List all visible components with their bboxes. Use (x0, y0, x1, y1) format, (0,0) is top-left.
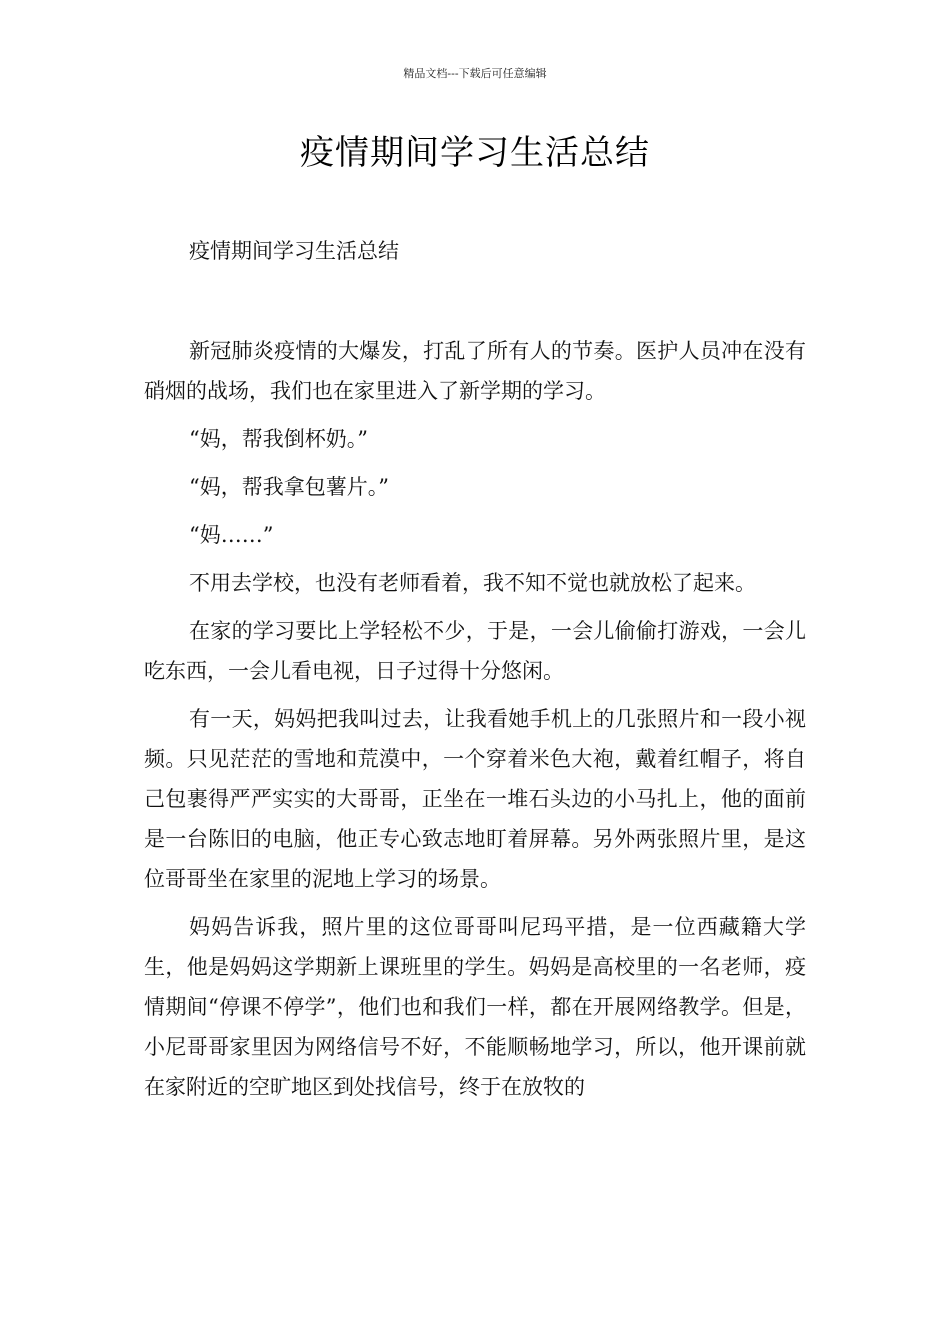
document-title: 疫情期间学习生活总结 (300, 133, 650, 173)
paragraph: 妈妈告诉我，照片里的这位哥哥叫尼玛平措，是一位西藏籍大学生，他是妈妈这学期新上课班里的学生。妈妈是高校里的一名老师，疫情期间“停课不停学”，他们也和我们一样，都在开展网络教学。但是，小尼哥哥家里因为网络信号不好，不能顺畅地学习，所以，他开课前就在家附近的空旷地区到处找信号，终于在放牧的 (144, 915, 806, 1099)
document-subtitle: 疫情期间学习生活总结 (189, 239, 399, 263)
paragraph: “妈……” (189, 523, 274, 547)
paragraph: 有一天，妈妈把我叫过去，让我看她手机上的几张照片和一段小视频。只见茫茫的雪地和荒漠中，一个穿着米色大袍，戴着红帽子，将自己包裹得严严实实的大哥哥，正坐在一堆石头边的小马扎上，他的面前是一台陈旧的电脑，他正专心致志地盯着屏幕。另外两张照片里，是这位哥哥坐在家里的泥地上学习的场景。 (144, 707, 806, 891)
paragraph: “妈，帮我拿包薯片。” (189, 475, 389, 499)
paragraph: 新冠肺炎疫情的大爆发，打乱了所有人的节奏。医护人员冲在没有硝烟的战场，我们也在家里进入了新学期的学习。 (144, 339, 806, 403)
header-note: 精品文档---下载后可任意编辑 (403, 67, 547, 80)
body-text (144, 331, 806, 1115)
paragraph: 不用去学校，也没有老师看着，我不知不觉也就放松了起来。 (189, 571, 756, 595)
paragraph: “妈，帮我倒杯奶。” (189, 427, 368, 451)
paragraph: 在家的学习要比上学轻松不少，于是，一会儿偷偷打游戏，一会儿吃东西，一会儿看电视，日子过得十分悠闲。 (144, 619, 806, 683)
